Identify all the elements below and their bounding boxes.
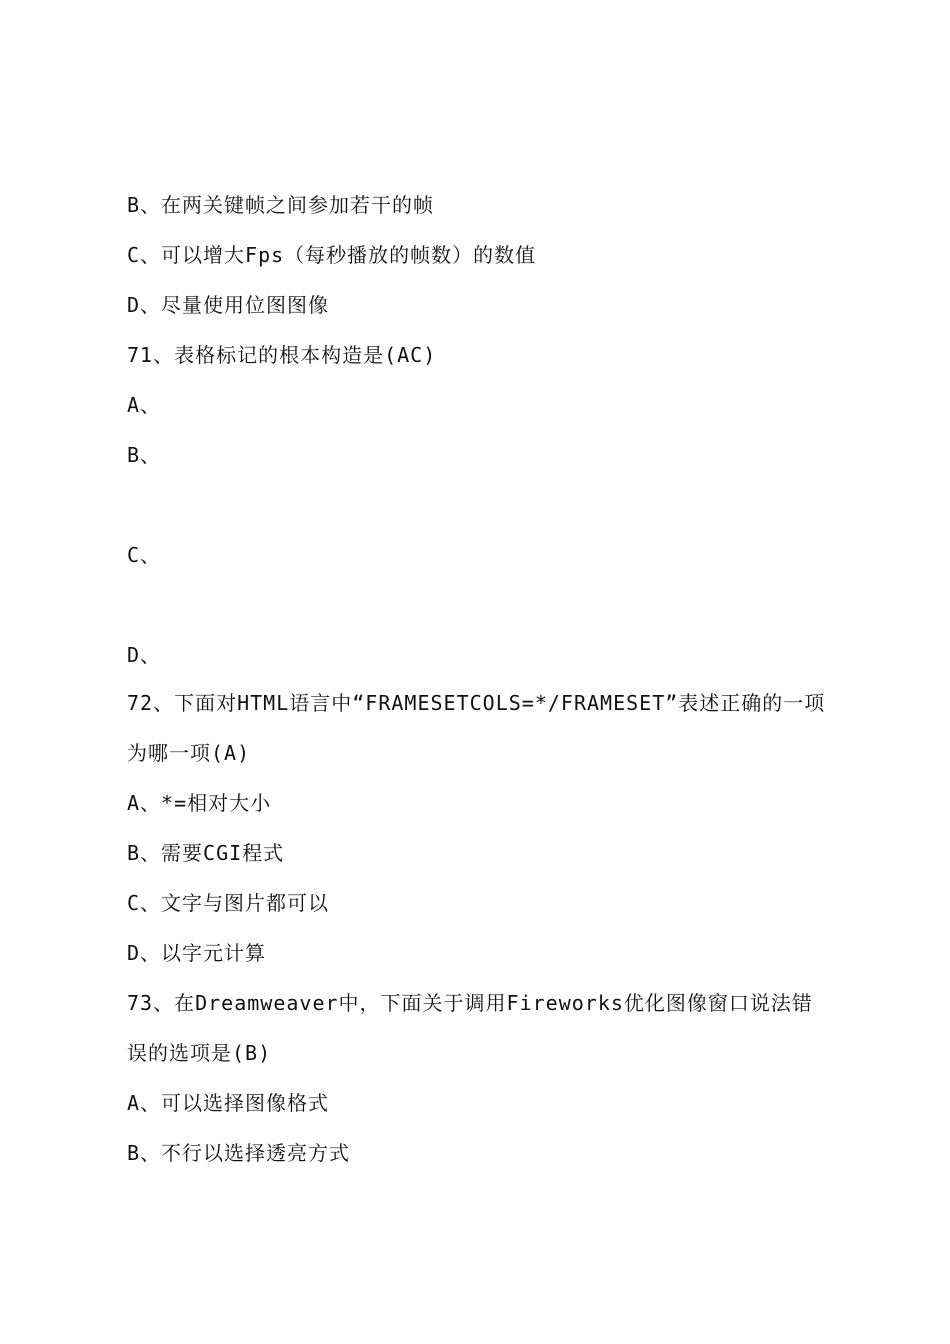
option-a-q71: A、 [127,393,162,417]
option-a-q72: A、*=相对大小 [127,791,272,815]
option-c-q72: C、文字与图片都可以 [127,891,330,915]
question-73-line-1: 73、在Dreamweaver中，下面关于调用Fireworks优化图像窗口说法错 [127,991,813,1015]
option-b-q71: B、 [127,443,162,467]
option-b-q73: B、不行以选择透亮方式 [127,1141,351,1165]
question-72-line-2: 为哪一项(A) [127,741,251,765]
option-c-q70: C、可以增大Fps（每秒播放的帧数）的数值 [127,243,537,267]
option-d-q72: D、以字元计算 [127,941,267,965]
option-d-q70: D、尽量使用位图图像 [127,293,330,317]
option-d-q71: D、 [127,643,162,667]
question-73-line-2: 误的选项是(B) [127,1041,272,1065]
option-c-q71: C、 [127,543,162,567]
option-b-q72: B、需要CGI程式 [127,841,285,865]
question-71: 71、表格标记的根本构造是(AC) [127,343,437,367]
option-a-q73: A、可以选择图像格式 [127,1091,330,1115]
option-b-q70: B、在两关键帧之间参加若干的帧 [127,193,435,217]
question-72-line-1: 72、下面对HTML语言中“FRAMESETCOLS=*/FRAMESET”表述正确的一项 [127,691,826,715]
